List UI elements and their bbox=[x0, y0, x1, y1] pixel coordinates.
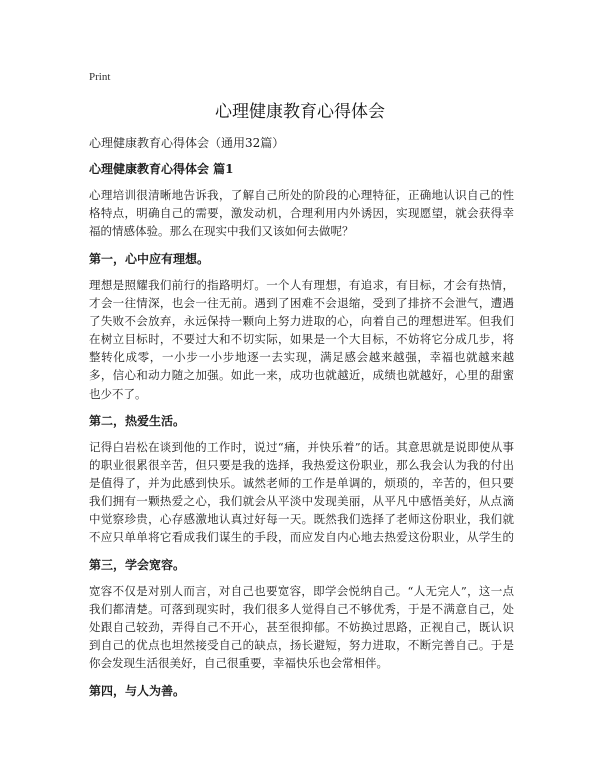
print-label[interactable]: Print bbox=[89, 71, 111, 83]
section-paragraph: 宽容不仅是对别人而言，对自己也要宽容，即学会悦纳自己。“人无完人”，这一点我们都清楚。可落到现实时，我们很多人觉得自己不够优秀，于是不满意自己，处处跟自己较劲，弄得自己不开心，甚至很抑郁。不妨换过思路，正视自己，既认识到自己的优点也坦然接受自己的缺点，扬长避短，努力进取，不断完善自己。于是你会发现生活很美好，自己很重要，幸福快乐也会常相伴。 bbox=[89, 584, 514, 671]
section-paragraph: 理想是照耀我们前行的指路明灯。一个人有理想，有追求，有目标，才会有热情，才会一往情深，也会一往无前。遇到了困难不会退缩，受到了排挤不会泄气，遭遇了失败不会放弃，永远保持一颗向上努力进取的心，向着自己的理想进军。但我们在树立目标时，不要过大和不切实际，如果是一个大目标，不妨将它分成几步，将整转化成零，一小步一小步地逐一去实现，满足感会越来越强，幸福也就越来越多，信心和动力随之加强。如此一来，成功也就越近，成绩也就越好，心里的甜蜜也少不了。 bbox=[89, 278, 514, 401]
section-paragraph: 心理培训很清晰地告诉我，了解自己所处的阶段的心理特征，正确地认识自己的性格特点，明确自己的需要，激发动机，合理利用内外诱因，实现愿望，就会获得幸福的情感体验。那么在现实中我们又该如何去做呢？ bbox=[89, 188, 514, 239]
section-paragraph: 记得白岩松在谈到他的工作时，说过“痛，并快乐着”的话。其意思就是说即使从事的职业很累很辛苦，但只要是我的选择，我热爱这份职业，那么我会认为我的付出是值得了，并为此感到快乐。诚然老师的工作是单调的，烦琐的，辛苦的，但只要我们拥有一颗热爱之心，我们就会从平淡中发现美丽，从平凡中感悟美好，从点滴中觉察珍贵，心存感激地认真过好每一天。既然我们选择了老师这份职业，我们就不应只单单将它看成我们谋生的手段，而应发自内心地去热爱这份职业，从学生的 bbox=[89, 440, 514, 545]
document-body bbox=[89, 160, 514, 708]
section-heading: 心理健康教育心得体会 篇1 bbox=[89, 162, 234, 176]
document-title: 心理健康教育心得体会 bbox=[215, 102, 385, 122]
section-heading: 第一，心中应有理想。 bbox=[89, 252, 210, 266]
document-subtitle: 心理健康教育心得体会（通用32篇） bbox=[89, 136, 285, 150]
section-heading: 第四，与人为善。 bbox=[89, 684, 186, 698]
section-heading: 第三，学会宽容。 bbox=[89, 558, 186, 572]
section-heading: 第二，热爱生活。 bbox=[89, 414, 186, 428]
